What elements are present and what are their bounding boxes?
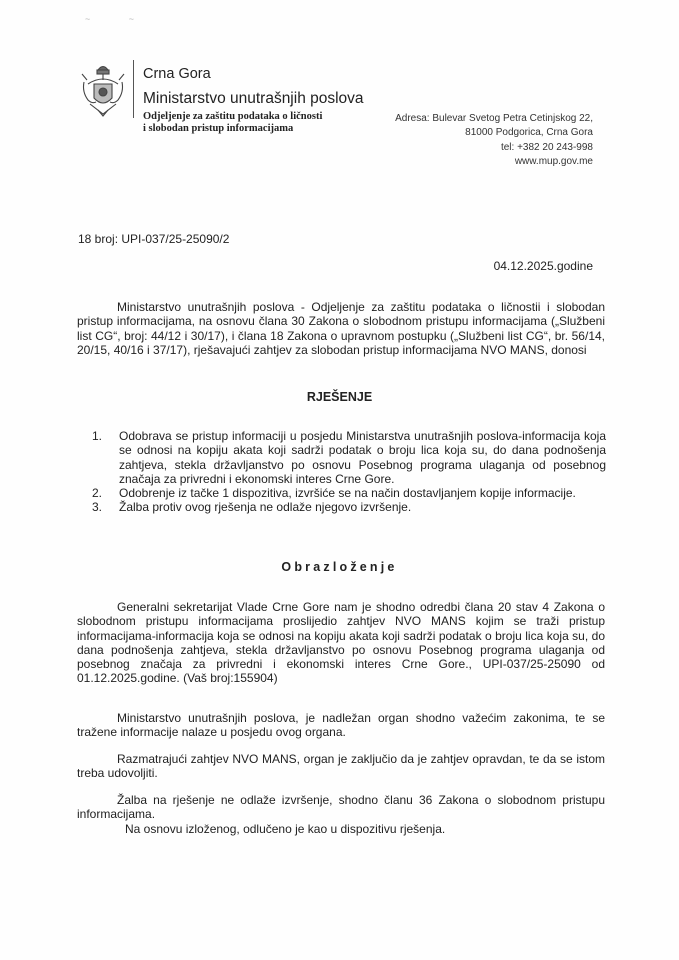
- department-name: [143, 111, 322, 135]
- preamble: Ministarstvo unutrašnjih poslova - Odjeljenje za zaštitu podataka o ličnostii i slobodan pristup informacijama, na osnovu člana 30 Zakona o slobodnom pristupu informacijama („Službeni list CG“, broj: 44/12 i 30/17), i člana 18 Zakona o upravnom postupku („Službeni list CG“, br. 56/14, 20/15, 40/16 i 37/17), rješavajući zahtjev za slobodan pristup informacijama NVO MANS, donosi: [77, 300, 605, 357]
- country-name: Crna Gora: [143, 66, 211, 82]
- reasoning-paragraph: Žalba na rješenje ne odlaže izvršenje, shodno članu 36 Zakona o slobodnom pristupu informacijama.: [77, 793, 605, 822]
- document-date: 04.12.2025.godine: [493, 259, 593, 273]
- montenegro-coat-of-arms-icon: [78, 60, 128, 118]
- item-text: Odobrenje iz tačke 1 dispozitiva, izvršiće se na način dostavljanjem kopije informacije.: [119, 486, 576, 501]
- decision-item: [92, 486, 606, 500]
- reasoning-paragraph: Razmatrajući zahtjev NVO MANS, organ je zaključio da je zahtjev opravdan, te da se istom treba udovoljiti.: [77, 752, 605, 781]
- decision-item: [92, 429, 606, 486]
- letterhead-divider: [133, 60, 134, 118]
- item-text: Odobrava se pristup informaciji u posjedu Ministarstva unutrašnjih poslova-informacija koja se odnosi na kopiju akata koji sadrži podatak o broju lica koja su, do dana podnošenja zahtjeva, stekla državljanstvo po osnovu Posebnog programa ulaganja od posebnog značaja za privredni i ekonomski interes Crne Gore.: [119, 429, 606, 486]
- reasoning-paragraph: Na osnovu izloženog, odlučeno je kao u dispozitivu rješenja.: [125, 822, 446, 836]
- reasoning-title: Obrazloženje: [281, 560, 398, 574]
- reasoning-paragraph: Generalni sekretarijat Vlade Crne Gore nam je shodno odredbi člana 20 stav 4 Zakona o slobodnom pristupu informacijama proslijedio zahtjev NVO MANS kojim se traži pristup informacijama-informacija koja se odnosi na kopiju akata koji sadrži podatak o broju lica koja su, do dana podnošenja zahtjeva, stekla državljanstvo po osnovu Posebnog programa ulaganja od posebnog značaja za privredni i ekonomski interes Crne Gore., UPI-037/25-25090 od 01.12.2025.godine. (Vaš broj:155904): [77, 600, 605, 686]
- ministry-name: Ministarstvo unutrašnjih poslova: [143, 90, 364, 107]
- address-line-1: Adresa: Bulevar Svetog Petra Cetinjskog 22,: [395, 113, 593, 124]
- decision-items: [92, 429, 606, 515]
- item-number: 1.: [92, 429, 103, 443]
- decision-item: [92, 500, 606, 514]
- contact-block: [395, 112, 593, 169]
- phone: tel: +382 20 243-998: [500, 141, 593, 153]
- website: www.mup.gov.me: [514, 155, 593, 167]
- handwritten-mark: ~ ~: [85, 14, 153, 24]
- item-number: 3.: [92, 500, 103, 515]
- address-line-2: 81000 Podgorica, Crna Gora: [465, 127, 593, 139]
- reference-number: 18 broj: UPI-037/25-25090/2: [78, 232, 230, 246]
- item-text: Žalba protiv ovog rješenja ne odlaže njegovo izvršenje.: [119, 500, 412, 515]
- department-line-1: Odjeljenje za zaštitu podataka o ličnosti: [143, 111, 323, 122]
- department-line-2: i slobodan pristup informacijama: [143, 123, 294, 134]
- reasoning-paragraph: Ministarstvo unutrašnjih poslova, je nadležan organ shodno važećim zakonima, te se tražene informacije nalaze u posjedu ovog organa.: [77, 711, 605, 740]
- decision-title: RJEŠENJE: [306, 390, 373, 404]
- item-number: 2.: [92, 486, 103, 501]
